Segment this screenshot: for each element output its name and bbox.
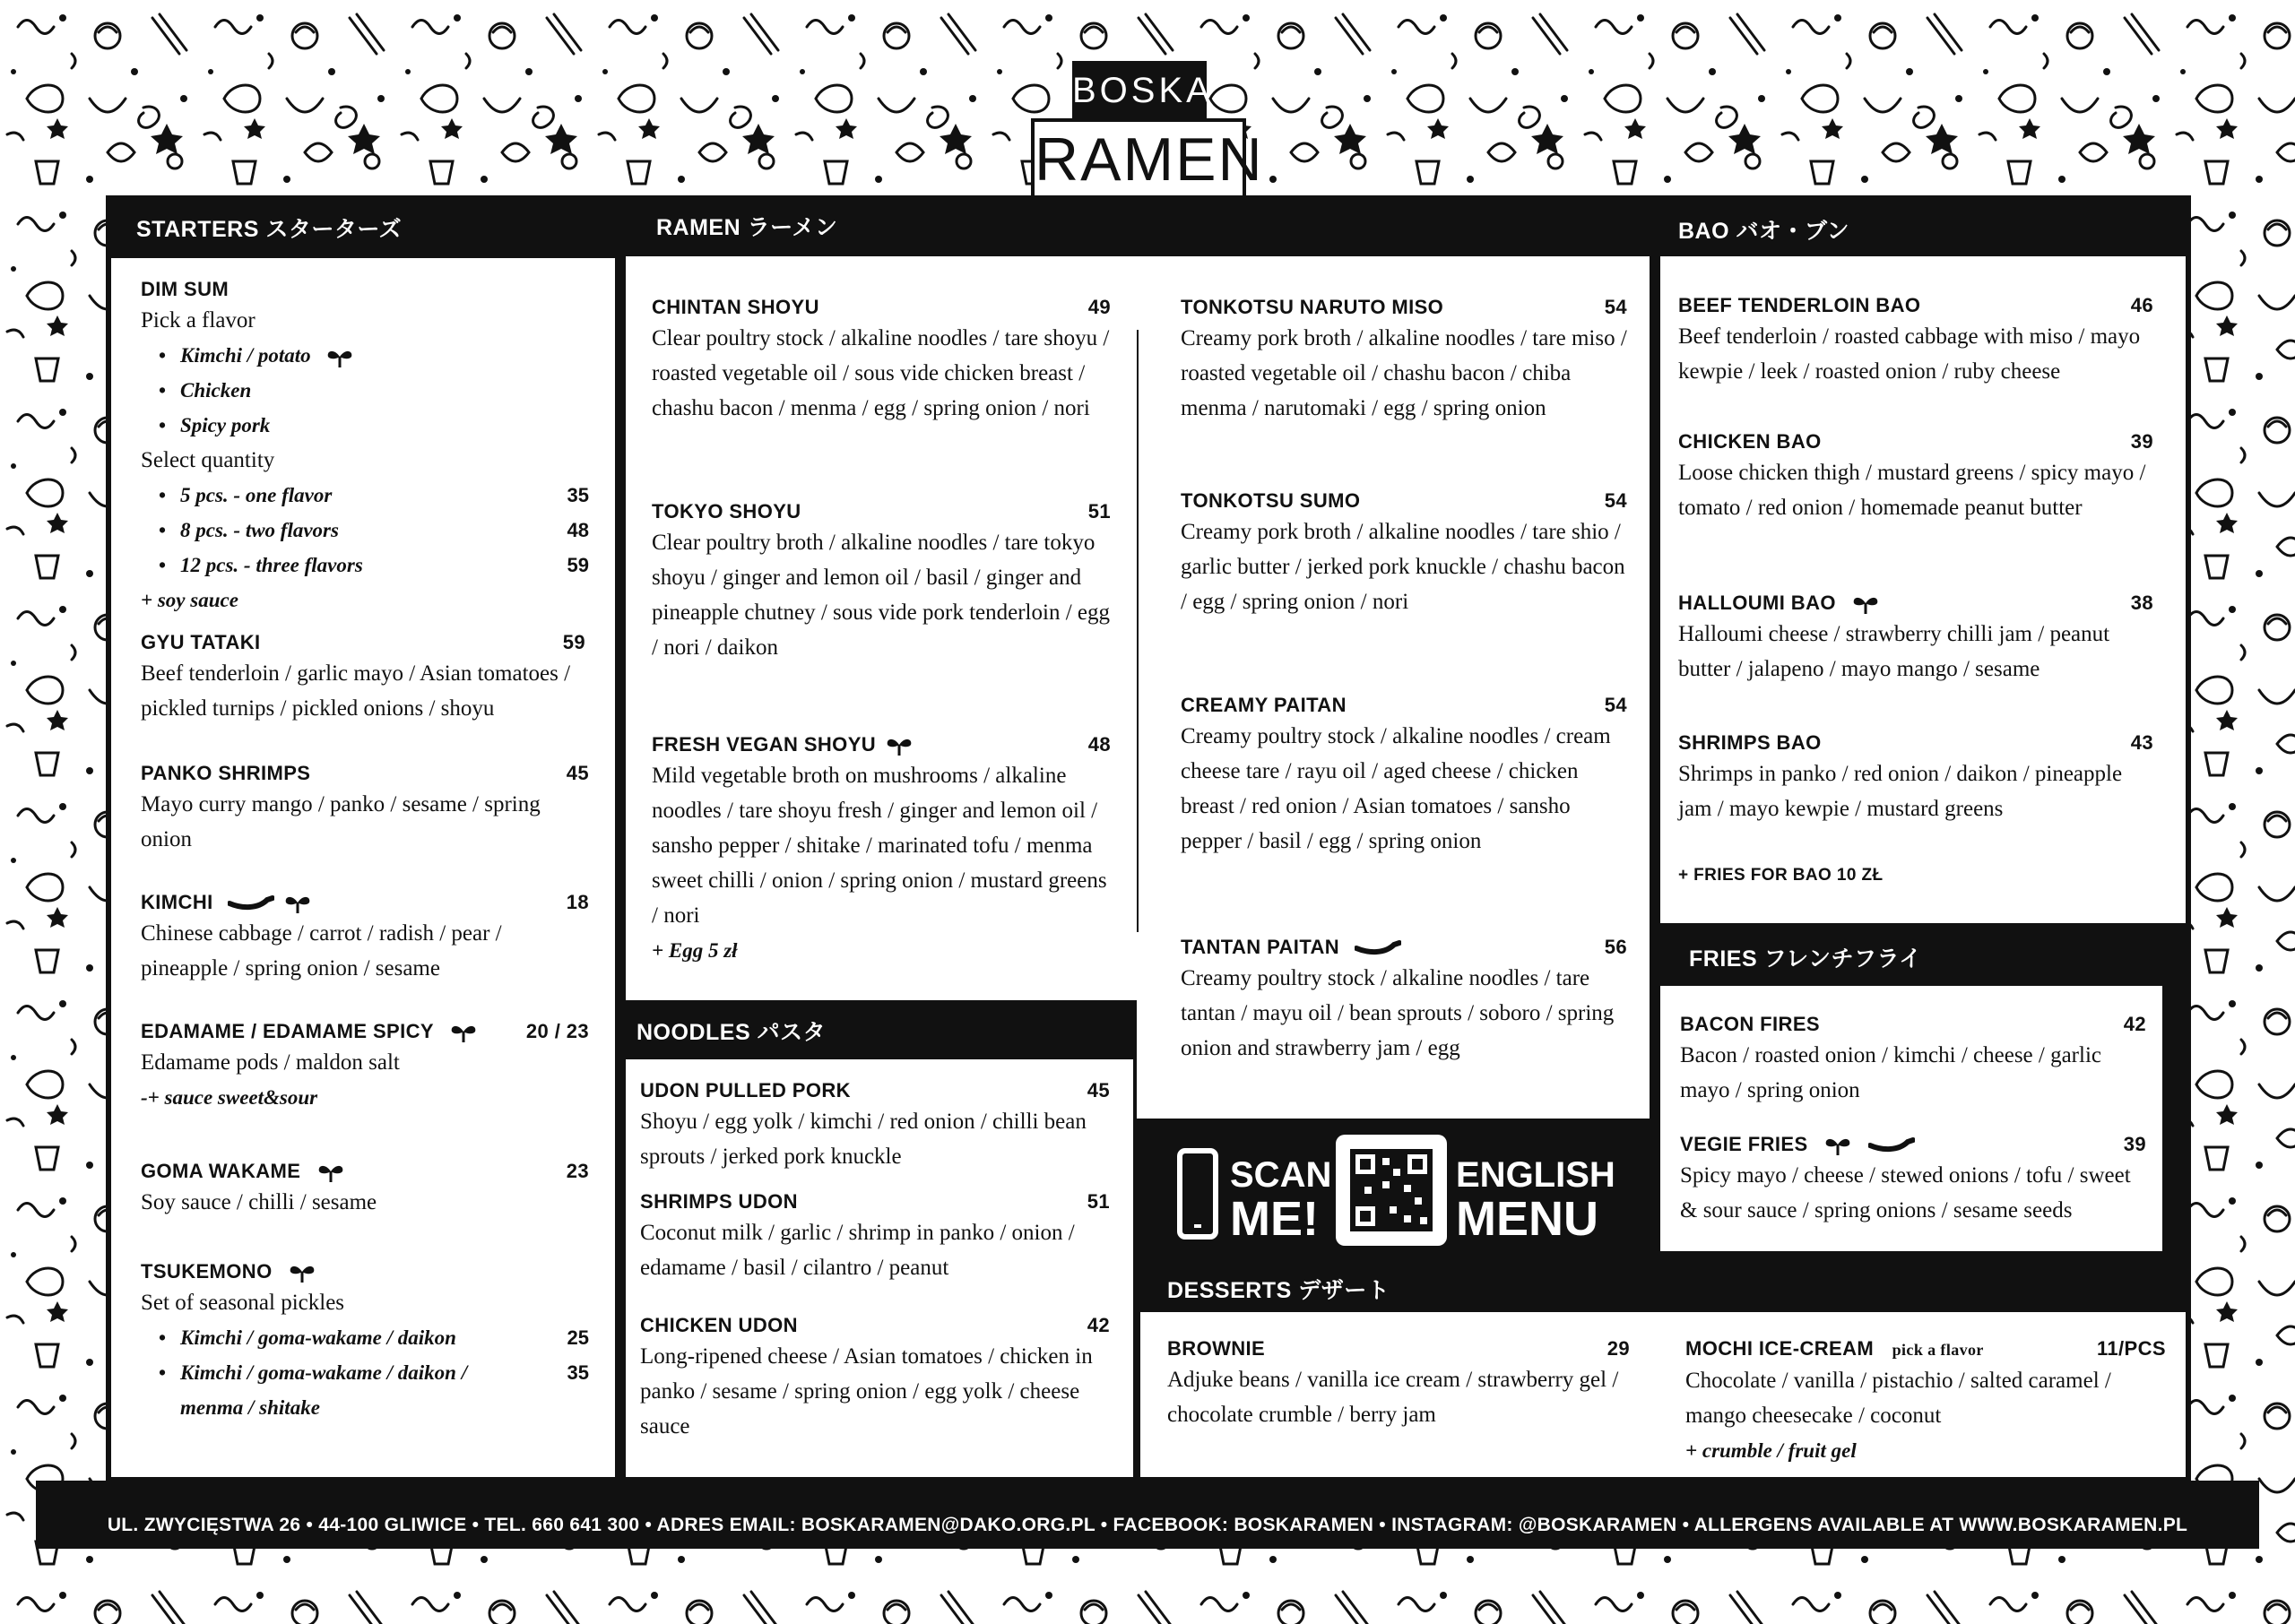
menu-item-brownie: BROWNIE 29 Adjuke beans / vanilla ice cream / strawberry gel / chocolate crumble / berry jam xyxy=(1167,1335,1630,1432)
logo xyxy=(1031,61,1264,200)
noodles-title: NOODLES パスタ xyxy=(637,1020,827,1045)
scan-line1: SCAN xyxy=(1230,1155,1332,1195)
desserts-title: DESSERTS デザート xyxy=(1167,1278,1390,1303)
item-desc: Beef tenderloin / roasted cabbage with miso / mayo kewpie / leek / roasted onion / ruby cheese xyxy=(1678,324,2141,384)
item-desc: Shoyu / egg yolk / kimchi / red onion / chilli bean sprouts / jerked pork knuckle xyxy=(640,1110,1087,1169)
menu-item-dim-sum xyxy=(141,276,589,618)
item-desc: Creamy pork broth / alkaline noodles / tare shio / garlic butter / jerked pork knuckle / chashu bacon / egg / spring onion / nori xyxy=(1181,520,1625,614)
ramen-title: RAMEN ラーメン xyxy=(656,215,838,240)
price: 56 xyxy=(1604,936,1627,958)
item-desc: Edamame pods / maldon salt xyxy=(141,1050,400,1075)
item-desc: Long-ripened cheese / Asian tomatoes / chicken in panko / sesame / spring onion / egg yolk / cheese sauce xyxy=(640,1344,1093,1438)
item-extra: + Egg 5 zł xyxy=(652,939,738,962)
price: 51 xyxy=(1087,500,1111,523)
item-desc: Creamy poultry stock / alkaline noodles / cream cheese tare / rayu oil / aged cheese / chicken breast / red onion / Asian tomatoes / sansho pepper / basil / egg / spring onion xyxy=(1181,724,1611,853)
menu-item-goma-wakame: GOMA WAKAME 23 Soy sauce / chilli / sesame xyxy=(141,1158,589,1220)
menu-item-edamame: EDAMAME / EDAMAME SPICY 20 / 23 Edamame pods / maldon salt -+ sauce sweet&sour xyxy=(141,1018,589,1115)
menu-item-gyu-tataki: GYU TATAKI 59 Beef tenderloin / garlic mayo / Asian tomatoes / pickled turnips / pickled onions / shoyu xyxy=(141,629,598,726)
item-desc: Loose chicken thigh / mustard greens / spicy mayo / tomato / red onion / homemade peanut butter xyxy=(1678,461,2146,520)
menu-item-bacon-fires: BACON FIRES 42 Bacon / roasted onion / kimchi / cheese / garlic mayo / spring onion xyxy=(1680,1011,2146,1108)
menu-item-fresh-vegan-shoyu: FRESH VEGAN SHOYU 48 Mild vegetable broth on mushrooms / alkaline noodles / tare shoyu fresh / ginger and lemon oil / sansho pepper / shitake / marinated tofu / menma sweet chilli / onion / spring onion / mustard greens / nori + Egg 5 zł xyxy=(652,731,1111,968)
price: 45 xyxy=(566,762,589,784)
vegan-leaf-icon xyxy=(282,892,313,915)
price: 45 xyxy=(1087,1079,1110,1101)
item-desc: Clear poultry broth / alkaline noodles / tare tokyo shoyu / ginger and lemon oil / basil / ginger and pineapple chutney / sous vide pork tenderloin / egg / nori / daikon xyxy=(652,531,1110,660)
scan-line2: ME! xyxy=(1230,1192,1319,1246)
starters-title: STARTERS スターターズ xyxy=(136,217,403,242)
quantity-option: • 5 pcs. - one flavor 35 xyxy=(141,478,589,513)
item-extra: + soy sauce xyxy=(141,589,238,611)
item-desc: Set of seasonal pickles xyxy=(141,1291,345,1315)
menu-item-vegie-fries: VEGIE FRIES 39 Spicy mayo / cheese / stewed onions / tofu / sweet & sour sauce / spring onions / sesame seeds xyxy=(1680,1131,2146,1228)
chili-icon xyxy=(1868,1136,1915,1154)
price: 39 xyxy=(2123,1133,2146,1155)
vegan-leaf-icon xyxy=(325,346,355,369)
ramen-divider xyxy=(1137,330,1139,932)
price: 49 xyxy=(1087,296,1111,318)
menu-item-udon-pulled-pork: UDON PULLED PORK 45 Shoyu / egg yolk / kimchi / red onion / chilli bean sprouts / jerked pork knuckle xyxy=(640,1077,1110,1174)
bao-title: BAO バオ・ブン xyxy=(1678,219,1850,244)
item-desc: Coconut milk / garlic / shrimp in panko / onion / edamame / basil / cilantro / peanut xyxy=(640,1221,1075,1280)
price: 54 xyxy=(1604,296,1627,318)
price: 54 xyxy=(1604,694,1627,716)
menu-item-chintan-shoyu: CHINTAN SHOYU 49 Clear poultry stock / alkaline noodles / tare shoyu / roasted vegetable oil / sous vide chicken breast / chashu bacon / menma / egg / spring onion / nori xyxy=(652,294,1111,426)
bao-fries-note: + FRIES FOR BAO 10 ZŁ xyxy=(1678,866,1884,885)
price: 23 xyxy=(566,1160,589,1182)
vegan-leaf-icon xyxy=(287,1261,317,1284)
flavor-option: • Spicy pork xyxy=(141,408,589,443)
price: 59 xyxy=(562,631,585,653)
vegan-leaf-icon xyxy=(884,734,914,757)
scan-line3: ENGLISH xyxy=(1456,1155,1615,1195)
logo-bottom: RAMEN xyxy=(1031,118,1246,199)
chili-icon xyxy=(1355,939,1401,957)
menu-item-tokyo-shoyu: TOKYO SHOYU 51 Clear poultry broth / alkaline noodles / tare tokyo shoyu / ginger and lemon oil / basil / ginger and pineapple chutney / sous vide pork tenderloin / egg / nori / daikon xyxy=(652,498,1111,665)
price: 54 xyxy=(1604,489,1627,512)
menu-item-tsukemono: TSUKEMONO Set of seasonal pickles • Kimchi / goma-wakame / daikon 25 • Kimchi / goma-wakame / daikon / menma / shitake 35 xyxy=(141,1258,589,1425)
tsukemono-option: • Kimchi / goma-wakame / daikon / menma / shitake 35 xyxy=(141,1355,589,1425)
item-desc: Select quantity xyxy=(141,448,275,472)
menu-item-halloumi-bao: HALLOUMI BAO 38 Halloumi cheese / strawberry chilli jam / peanut butter / jalapeno / mayo mango / sesame xyxy=(1678,590,2153,687)
scan-graphic xyxy=(1174,1131,1623,1257)
price: 42 xyxy=(2123,1013,2146,1035)
price: 39 xyxy=(2130,430,2153,453)
item-desc: Creamy pork broth / alkaline noodles / tare miso / roasted vegetable oil / chashu bacon / chiba menma / narutomaki / egg / spring onion xyxy=(1181,326,1627,420)
vegan-leaf-icon xyxy=(316,1161,346,1184)
logo-top: BOSKA xyxy=(1072,61,1207,118)
flavor-option: • Kimchi / potato xyxy=(141,338,589,373)
item-desc: Pick a flavor xyxy=(141,308,255,333)
menu-item-tonkotsu-sumo: TONKOTSU SUMO 54 Creamy pork broth / alkaline noodles / tare shio / garlic butter / jerked pork knuckle / chashu bacon / egg / spring onion / nori xyxy=(1181,488,1627,619)
vegan-leaf-icon xyxy=(1823,1134,1853,1157)
item-desc: Soy sauce / chilli / sesame xyxy=(141,1190,377,1214)
price: 11/PCS xyxy=(2096,1337,2166,1360)
item-desc: Clear poultry stock / alkaline noodles / tare shoyu / roasted vegetable oil / sous vide chicken breast / chashu bacon / menma / egg / spring onion / nori xyxy=(652,326,1110,420)
menu-item-tonkotsu-naruto-miso: TONKOTSU NARUTO MISO 54 Creamy pork broth / alkaline noodles / tare miso / roasted vegetable oil / chashu bacon / chiba menma / narutomaki / egg / spring onion xyxy=(1181,294,1627,426)
scan-me-block xyxy=(1174,1131,1623,1257)
menu-item-creamy-paitan: CREAMY PAITAN 54 Creamy poultry stock / alkaline noodles / cream cheese tare / rayu oil / aged cheese / chicken breast / red onion / Asian tomatoes / sansho pepper / basil / egg / spring onion xyxy=(1181,692,1627,859)
scan-line4: MENU xyxy=(1456,1192,1598,1246)
phone-icon xyxy=(1180,1151,1216,1237)
item-extra: + crumble / fruit gel xyxy=(1685,1439,1857,1462)
price: 29 xyxy=(1606,1337,1630,1360)
price: 43 xyxy=(2130,731,2153,754)
item-desc: Shrimps in panko / red onion / daikon / pineapple jam / mayo kewpie / mustard greens xyxy=(1678,762,2123,821)
item-desc: Spicy mayo / cheese / stewed onions / tofu / sweet & sour sauce / spring onions / sesame seeds xyxy=(1680,1163,2131,1222)
tsukemono-option: • Kimchi / goma-wakame / daikon 25 xyxy=(141,1320,589,1355)
menu-item-panko-shrimps: PANKO SHRIMPS 45 Mayo curry mango / panko / sesame / spring onion xyxy=(141,760,589,857)
menu-item-mochi-ice-cream: MOCHI ICE-CREAM pick a flavor 11/PCS Chocolate / vanilla / pistachio / salted caramel / mango cheesecake / coconut + crumble / fruit gel xyxy=(1685,1335,2166,1468)
item-desc: Bacon / roasted onion / kimchi / cheese / garlic mayo / spring onion xyxy=(1680,1043,2101,1102)
flavor-option: • Chicken xyxy=(141,373,589,408)
item-desc: Chinese cabbage / carrot / radish / pear / pineapple / spring onion / sesame xyxy=(141,921,502,980)
item-extra: -+ sauce sweet&sour xyxy=(141,1086,318,1109)
item-desc: Mild vegetable broth on mushrooms / alkaline noodles / tare shoyu fresh / ginger and lemon oil / sansho pepper / shitake / marinated tofu / menma sweet chilli / onion / spring onion / mustard greens / nori xyxy=(652,764,1107,928)
item-desc: Mayo curry mango / panko / sesame / spring onion xyxy=(141,792,541,851)
item-desc: Halloumi cheese / strawberry chilli jam / peanut butter / jalapeno / mayo mango / sesame xyxy=(1678,622,2110,681)
price: 38 xyxy=(2130,592,2153,614)
footer-contact: UL. ZWYCIĘSTWA 26 • 44-100 GLIWICE • TEL. 660 641 300 • ADRES EMAIL: BOSKARAMEN@DAKO.ORG.PL • FACEBOOK: BOSKARAMEN • INSTAGRAM: @BOSKARAMEN • ALLERGENS AVAILABLE AT WWW.BOSKARAMEN.PL xyxy=(107,1515,2188,1535)
price: 18 xyxy=(566,891,589,913)
chili-icon xyxy=(228,894,274,912)
item-desc: Beef tenderloin / garlic mayo / Asian tomatoes / pickled turnips / pickled onions / shoyu xyxy=(141,661,571,721)
quantity-option: • 12 pcs. - three flavors 59 xyxy=(141,548,589,583)
vegan-leaf-icon xyxy=(448,1021,479,1044)
menu-item-tantan-paitan: TANTAN PAITAN 56 Creamy poultry stock / alkaline noodles / tare tantan / mayu oil / bean sprouts / soboro / spring onion and strawberry jam / egg xyxy=(1181,934,1627,1066)
price: 51 xyxy=(1087,1190,1110,1213)
menu-item-chicken-bao: CHICKEN BAO 39 Loose chicken thigh / mustard greens / spicy mayo / tomato / red onion / homemade peanut butter xyxy=(1678,428,2153,525)
menu-item-chicken-udon: CHICKEN UDON 42 Long-ripened cheese / Asian tomatoes / chicken in panko / sesame / spring onion / egg yolk / cheese sauce xyxy=(640,1312,1110,1444)
item-desc: Adjuke beans / vanilla ice cream / strawberry gel / chocolate crumble / berry jam xyxy=(1167,1368,1619,1427)
item-desc: Chocolate / vanilla / pistachio / salted caramel / mango cheesecake / coconut xyxy=(1685,1369,2111,1428)
vegan-leaf-icon xyxy=(1850,592,1881,616)
price: 48 xyxy=(1087,733,1111,756)
price: 20 / 23 xyxy=(525,1020,589,1042)
quantity-option: • 8 pcs. - two flavors 48 xyxy=(141,513,589,548)
mochi-note: pick a flavor xyxy=(1892,1341,1984,1359)
item-desc: Creamy poultry stock / alkaline noodles / tare tantan / mayu oil / bean sprouts / soboro / spring onion and strawberry jam / egg xyxy=(1181,966,1615,1060)
menu-item-shrimps-udon: SHRIMPS UDON 51 Coconut milk / garlic / shrimp in panko / onion / edamame / basil / cilantro / peanut xyxy=(640,1188,1110,1285)
fries-title: FRIES フレンチフライ xyxy=(1689,946,1922,972)
menu-item-shrimps-bao: SHRIMPS BAO 43 Shrimps in panko / red onion / daikon / pineapple jam / mayo kewpie / mustard greens xyxy=(1678,730,2153,826)
menu-item-beef-tenderloin-bao: BEEF TENDERLOIN BAO 46 Beef tenderloin / roasted cabbage with miso / mayo kewpie / leek / roasted onion / ruby cheese xyxy=(1678,292,2153,389)
menu-item-kimchi: KIMCHI 18 Chinese cabbage / carrot / radish / pear / pineapple / spring onion / sesame xyxy=(141,889,589,986)
item-name: DIM SUM xyxy=(141,278,230,300)
price: 46 xyxy=(2130,294,2153,316)
price: 42 xyxy=(1087,1314,1110,1336)
